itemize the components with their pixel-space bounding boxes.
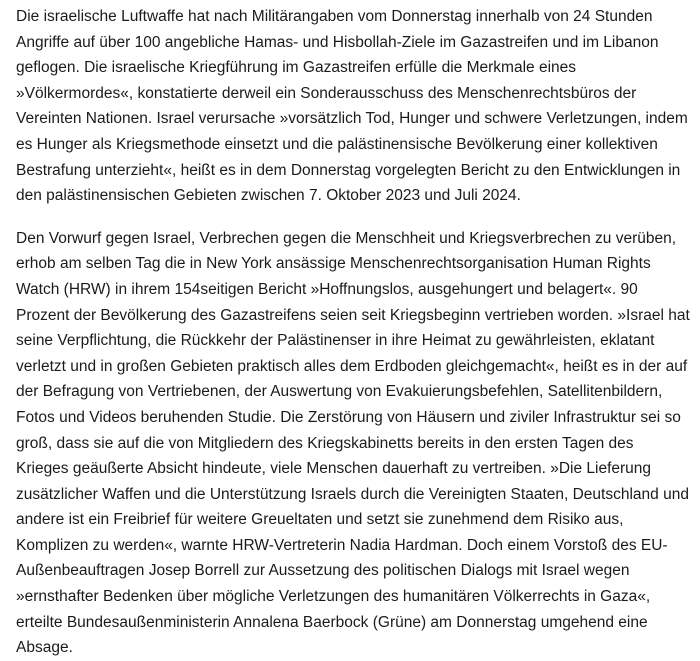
article-paragraph-1: Die israelische Luftwaffe hat nach Militärangaben vom Donnerstag innerhalb von 24 Stunden Angriffe auf über 100 angebliche Hamas- und Hisbollah-Ziele im Gazastreifen und im Libanon geflogen. Die israelische Kriegführung im Gazastreifen erfülle die Merkmale eines »Völkermordes«, konstatierte derweil ein Sonderausschuss des Menschenrechtsbüros der Vereinten Nationen. Israel verursache »vorsätzlich Tod, Hunger und schwere Verletzungen, indem es Hunger als Kriegsmethode einsetzt und die palästinensische Bevölkerung einer kollektiven Bestrafung unterzieht«, heißt es in dem Donnerstag vorgelegten Bericht zu den Entwicklungen in den palästinensischen Gebieten zwischen 7. Oktober 2023 und Juli 2024. xyxy=(16,8,688,205)
article-paragraph-2: Den Vorwurf gegen Israel, Verbrechen gegen die Menschheit und Kriegsverbrechen zu verüben, erhob am selben Tag die in New York ansässige Menschenrechtsorganisation Human Rights Watch (HRW) in ihrem 154seitigen Bericht »Hoffnungslos, ausgehungert und belagert«. 90 Prozent der Bevölkerung des Gazastreifens seien seit Kriegsbeginn vertrieben worden. »Israel hat seine Verpflichtung, die Rückkehr der Palästinenser in ihre Heimat zu gewährleisten, eklatant verletzt und in großen Gebieten praktisch alles dem Erdboden gleichgemacht«, heißt es in der auf der Befragung von Vertriebenen, der Auswertung von Evakuierungsbefehlen, Satellitenbildern, Fotos und Videos beruhenden Studie. Die Zerstörung von Häusern und ziviler Infrastruktur sei so groß, dass sie auf die von Mitgliedern des Kriegskabinetts bereits in den ersten Tagen des Krieges geäußerte Absicht hindeute, viele Menschen dauerhaft zu vertreiben. »Die Lieferung zusätzlicher Waffen und die Unterstützung Israels durch die Vereinigten Staaten, Deutschland und andere ist ein Freibrief für weitere Greueltaten und setzt sie zunehmend dem Risiko aus, Komplizen zu werden«, warnte HRW-Vertreterin Nadia Hardman. Doch einem Vorstoß des EU-Außenbeauftragen Josep Borrell zur Aussetzung des politischen Dialogs mit Israel wegen »ernsthafter Bedenken über mögliche Verletzungen des humanitären Völkerrechts in Gaza«, erteilte Bundesaußenministerin Annalena Baerbock (Grüne) am Donnerstag umgehend eine Absage. xyxy=(16,229,690,657)
